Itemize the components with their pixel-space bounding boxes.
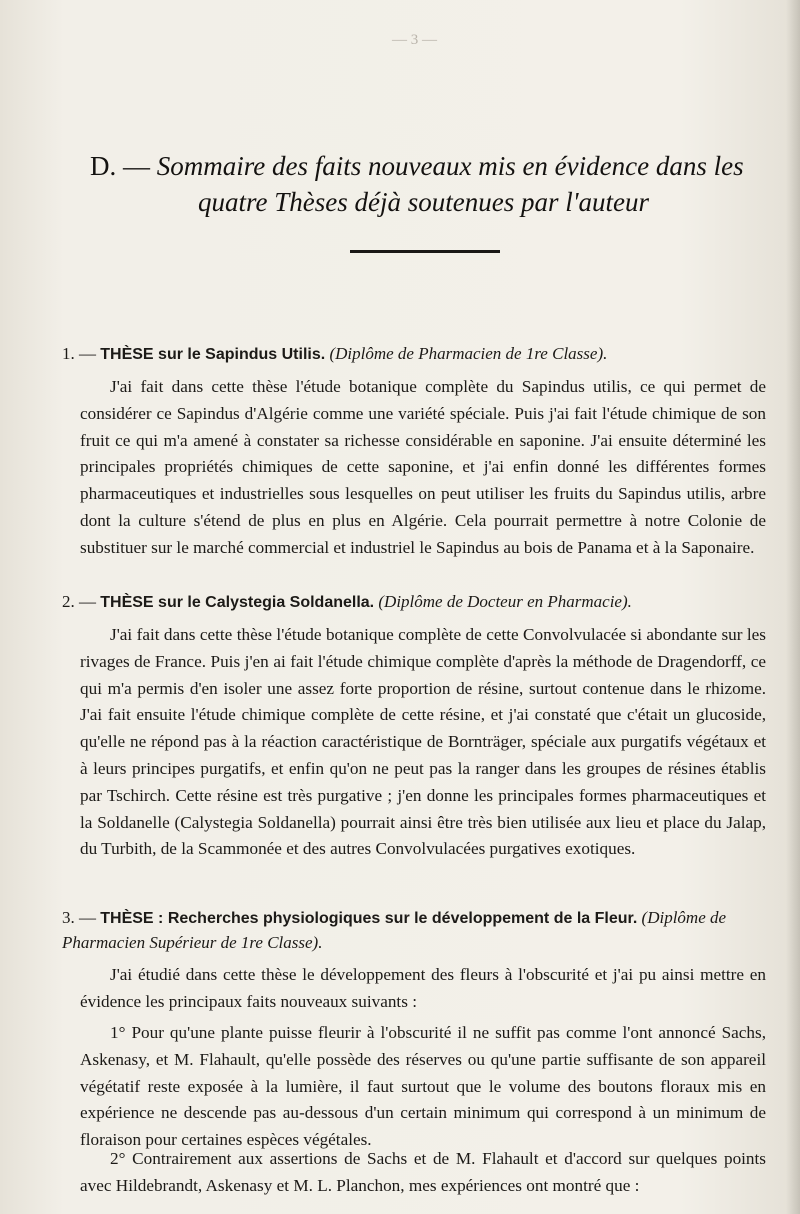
section-diploma: (Diplôme de Docteur en Pharmacie). (378, 592, 632, 611)
section-diploma: (Diplôme de Pharmacien de 1re Classe). (329, 344, 608, 363)
section-paragraph-1 (80, 374, 766, 562)
section-paragraph-3 (80, 962, 766, 1016)
section-dash: — (74, 908, 101, 927)
paragraph-text: J'ai fait dans cette thèse l'étude botanique complète de cette Convolvulacée si abondante sur les rivages de France. Puis j'en ai fait l'étude chimique complète d'après la méthode de Dragendorff, ce qui m'a permis d'en isoler une assez forte proportion de résine, surtout contenue dans le rhizome. J'ai fait ensuite l'étude chimique complète de cette résine, et j'ai constaté que c'était un glucoside, qu'elle ne répond pas à la réaction caractéristique de Bornträger, spéciale aux purgatifs végétaux et à leurs principes purgatifs, et enfin qu'on ne peut pas la ranger dans les groupes de résines établis par Tschirch. Cette résine est très purgative ; j'en donne les principales formes pharmaceutiques et la Soldanelle (Calystegia Soldanella) pourrait ainsi être très bien utilisée aux lieu et place du Jalap, du Turbith, de la Scammonée et des autres Convolvulacées purgatives exotiques. (80, 625, 766, 859)
title-line-2: quatre Thèses déjà soutenues par l'auteur (198, 187, 649, 217)
section-paragraph-2 (80, 622, 766, 863)
paragraph-text: J'ai fait dans cette thèse l'étude botanique complète du Sapindus utilis, ce qui permet de considérer ce Sapindus d'Algérie comme une variété spéciale. Puis j'ai fait l'étude chimique de son fruit ce qui m'a amené à constater sa richesse considérable en saponine. J'ai ensuite déterminé les principales propriétés chimiques de cette saponine, et j'ai enfin donné les différentes formes pharmaceutiques et industrielles sous lesquelles on peut utiliser les fruits du Sapindus utilis, arbre dont la culture s'étend de plus en plus en Algérie. Cela pourrait permettre à notre Colonie de substituer sur le marché commercial et industriel le Sapindus au bois de Panama et à la Saponaire. (80, 377, 766, 557)
section-3-point-2 (80, 1146, 766, 1200)
section-diploma: (Diplôme de Pharmacien Supérieur de 1re Classe). (62, 908, 727, 952)
title-divider (350, 250, 500, 253)
paragraph-text: J'ai étudié dans cette thèse le développement des fleurs à l'obscurité et j'ai pu ainsi mettre en évidence les principaux faits nouveaux suivants : (80, 965, 766, 1011)
title-letter: D. — (90, 151, 150, 181)
page-title (90, 148, 760, 220)
section-number: 3. (62, 908, 75, 927)
section-number: 1. (62, 344, 75, 363)
section-label: THÈSE : Recherches physiologiques sur le développement de la Fleur. (100, 910, 638, 927)
point-text: 2° Contrairement aux assertions de Sachs et de M. Flahault et d'accord sur quelques points avec Hildebrandt, Askenasy et M. L. Planchon, mes expériences ont montré que : (80, 1149, 766, 1195)
title-line-1: Sommaire des faits nouveaux mis en évidence dans les (156, 151, 744, 181)
section-3-point-1 (80, 1020, 766, 1154)
section-dash: — (74, 592, 101, 611)
section-label: THÈSE sur le Calystegia Soldanella. (100, 594, 375, 611)
section-number: 2. (62, 592, 75, 611)
page-number: — 3 — (392, 32, 437, 48)
section-heading-1 (62, 342, 607, 367)
section-dash: — (74, 344, 101, 363)
page-edge-shadow (786, 0, 800, 1214)
section-label: THÈSE sur le Sapindus Utilis. (100, 346, 326, 363)
point-text: 1° Pour qu'une plante puisse fleurir à l'obscurité il ne suffit pas comme l'ont annoncé Sachs, Askenasy, et M. Flahault, qu'elle possède des réserves ou qu'une partie suffisante de son appareil végétatif reste exposée à la lumière, il faut surtout que le volume des boutons floraux mis en expérience ne descende pas au-dessous d'un certain minimum qui correspond à un minimum de floraison pour certaines espèces végétales. (80, 1023, 766, 1150)
section-heading-3 (62, 906, 762, 955)
section-heading-2 (62, 590, 632, 615)
